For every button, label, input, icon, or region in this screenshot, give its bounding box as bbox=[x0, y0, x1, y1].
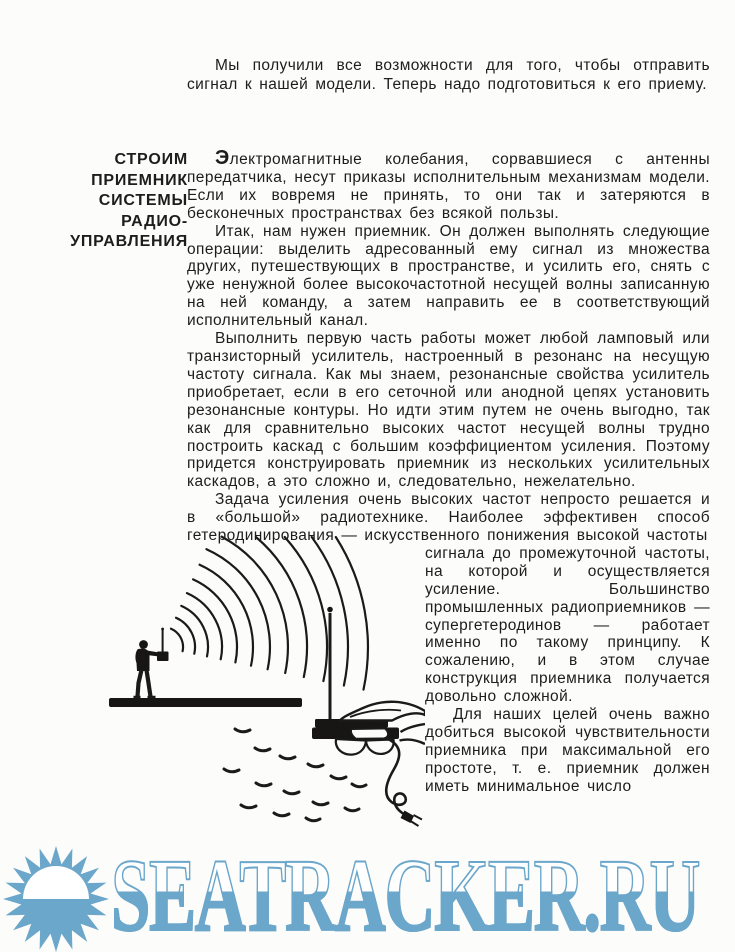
initial-letter: Э bbox=[215, 147, 230, 169]
heading-line: СТРОИМ bbox=[114, 151, 188, 168]
heading-line: РАДИО- bbox=[121, 212, 188, 230]
radio-waves-icon bbox=[171, 537, 368, 690]
paragraph: Для наших целей очень важно добиться высокой чувствительности приемника при максимальной его простоте, т. е. приемник должен иметь минимальное число bbox=[425, 706, 710, 795]
paragraph: Выполнить первую часть работы может любой ламповый или транзисторный усилитель, настроенный в резонанс на несущую частоту сигнала. Как мы знаем, резонансные свойства усилитель приобретает, если в его сеточной или анодной цепях установить резонансные контуры. Но идти этим путем не очень выгодно, так как для сравнительно высоких частот несущей волны трудно построить каскад с большим коэффициентом усиления. Поэтому придется конструировать приемник из нескольких усилительных каскадов, а это сложно и, следовательно, нежелательно. bbox=[187, 330, 710, 491]
transmitter-box bbox=[157, 628, 169, 661]
radio-transmission-illustration bbox=[85, 527, 425, 827]
section-heading bbox=[20, 150, 188, 253]
text-wrap-row bbox=[187, 545, 710, 827]
narrow-text-column bbox=[425, 545, 710, 796]
body-text-column bbox=[187, 148, 710, 827]
paragraph: Итак, нам нужен приемник. Он должен выполнять следующие операции: выделить адресованный ему сигнал из множества других, путешествующих в пространстве, и усилить его, снять с уже ненужной более высокочастотной несущей волны записанную на ней команду, а затем направить ее в соответствующий исполнительный канал. bbox=[187, 222, 710, 330]
heading-line: СИСТЕМЫ bbox=[98, 192, 188, 210]
paragraph-text: лектромагнитные колебания, сорвавшиеся с антенны передатчика, несут приказы исполнительным механизмам модели. Если их вовремя не принять, то они так и затеряются в бесконечных пространствах без всякой пользы. bbox=[187, 151, 710, 222]
intro-paragraph: Мы получили все возможности для того, чтобы отправить сигнал к нашей модели. Теперь надо подготовиться к его приему. bbox=[187, 57, 710, 94]
power-plug-icon bbox=[386, 739, 422, 826]
paragraph bbox=[187, 148, 710, 223]
heading-line: УПРАВЛЕНИЯ bbox=[70, 233, 188, 251]
illustration-area bbox=[187, 545, 425, 827]
operator-figure bbox=[134, 640, 160, 697]
heading-line: ПРИЕМНИК bbox=[91, 171, 188, 189]
pier bbox=[109, 698, 302, 707]
watermark-sun-logo-icon bbox=[1, 846, 113, 952]
watermark bbox=[0, 838, 735, 952]
watermark-text: SEATRACKER.RU bbox=[111, 838, 700, 952]
paragraph: сигнала до промежуточной частоты, на которой и осуществляется усиление. Большинство промышленных радиоприемников — супергетеродинов — работает именно по такому принципу. К сожалению, и в этом случае конструкция приемника получается довольно сложной. bbox=[425, 544, 710, 706]
paragraph: Задача усиления очень высоких частот непросто решается и в «большой» радиотехнике. Наиболее эффективен способ гетеродинирования — искусственного понижения высокой частоты bbox=[187, 491, 710, 545]
